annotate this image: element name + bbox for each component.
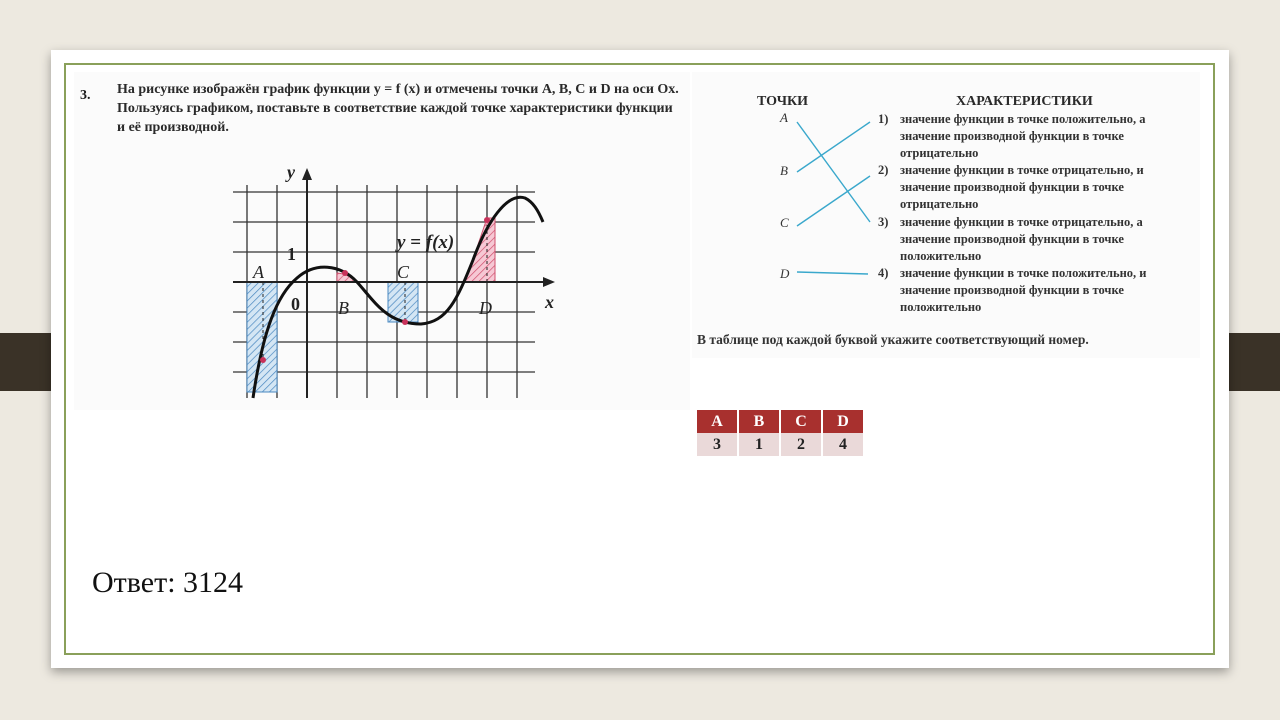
y-axis-arrow [302, 168, 312, 180]
characteristic-number: 2) [878, 163, 889, 177]
graph-point-label-a: A [253, 262, 264, 282]
characteristic-4 [878, 265, 1178, 316]
characteristic-number: 3) [878, 215, 889, 229]
shade-a [247, 282, 277, 392]
graph-point-label-c: C [397, 262, 410, 282]
function-graph [225, 160, 570, 405]
header-cell: A [697, 410, 737, 433]
point-b: B [780, 163, 788, 178]
grid [233, 185, 535, 398]
points-heading: ТОЧКИ [757, 94, 809, 109]
point-a: A [780, 110, 788, 125]
graph-point-label-b: B [338, 298, 349, 318]
point-c: C [780, 215, 789, 230]
characteristic-text: значение функции в точке положительно, а значение производной функции в точке отрицательно [900, 112, 1146, 160]
graph-point-label-d: D [479, 298, 492, 318]
value-cell: 3 [697, 433, 737, 456]
graph-points [260, 217, 490, 363]
value-cell: 2 [781, 433, 821, 456]
task-number: 3. [80, 88, 91, 103]
characteristic-number: 4) [878, 266, 889, 280]
header-cell: D [823, 410, 863, 433]
characteristic-text: значение функции в точке положительно, и значение производной функции в точке положительно [900, 266, 1147, 314]
answer-table-values [697, 433, 863, 456]
point-d: D [780, 266, 790, 281]
characteristic-1 [878, 111, 1178, 162]
x-axis-arrow [543, 277, 555, 287]
characteristic-text: значение функции в точке отрицательно, и значение производной функции в точке отрицательно [900, 163, 1144, 211]
axis-x-label: x [545, 292, 554, 312]
answer-table [695, 410, 865, 456]
characteristic-3 [878, 214, 1178, 265]
unit-label: 1 [287, 244, 296, 264]
instruction-text: В таблице под каждой буквой укажите соответствующий номер. [697, 332, 1089, 347]
answer-text: Ответ: 3124 [92, 566, 244, 599]
value-cell: 1 [739, 433, 779, 456]
header-cell: B [739, 410, 779, 433]
header-cell: C [781, 410, 821, 433]
task-text: На рисунке изображён график функции y = f (x) и отмечены точки A, B, C и D на оси Ox. Пользуясь графиком, поставьте в соответствие каждой точке характеристики функции и её производной. [117, 82, 679, 135]
value-cell: 4 [823, 433, 863, 456]
function-label: y = f(x) [397, 232, 455, 253]
characteristic-text: значение функции в точке отрицательно, а значение производной функции в точке положительно [900, 215, 1143, 263]
axis-y-label: y [287, 162, 295, 182]
characteristic-2 [878, 162, 1178, 213]
characteristics-heading: ХАРАКТЕРИСТИКИ [956, 94, 1093, 109]
answer-table-header [697, 410, 863, 433]
origin-label: 0 [291, 294, 300, 314]
characteristic-number: 1) [878, 112, 889, 126]
